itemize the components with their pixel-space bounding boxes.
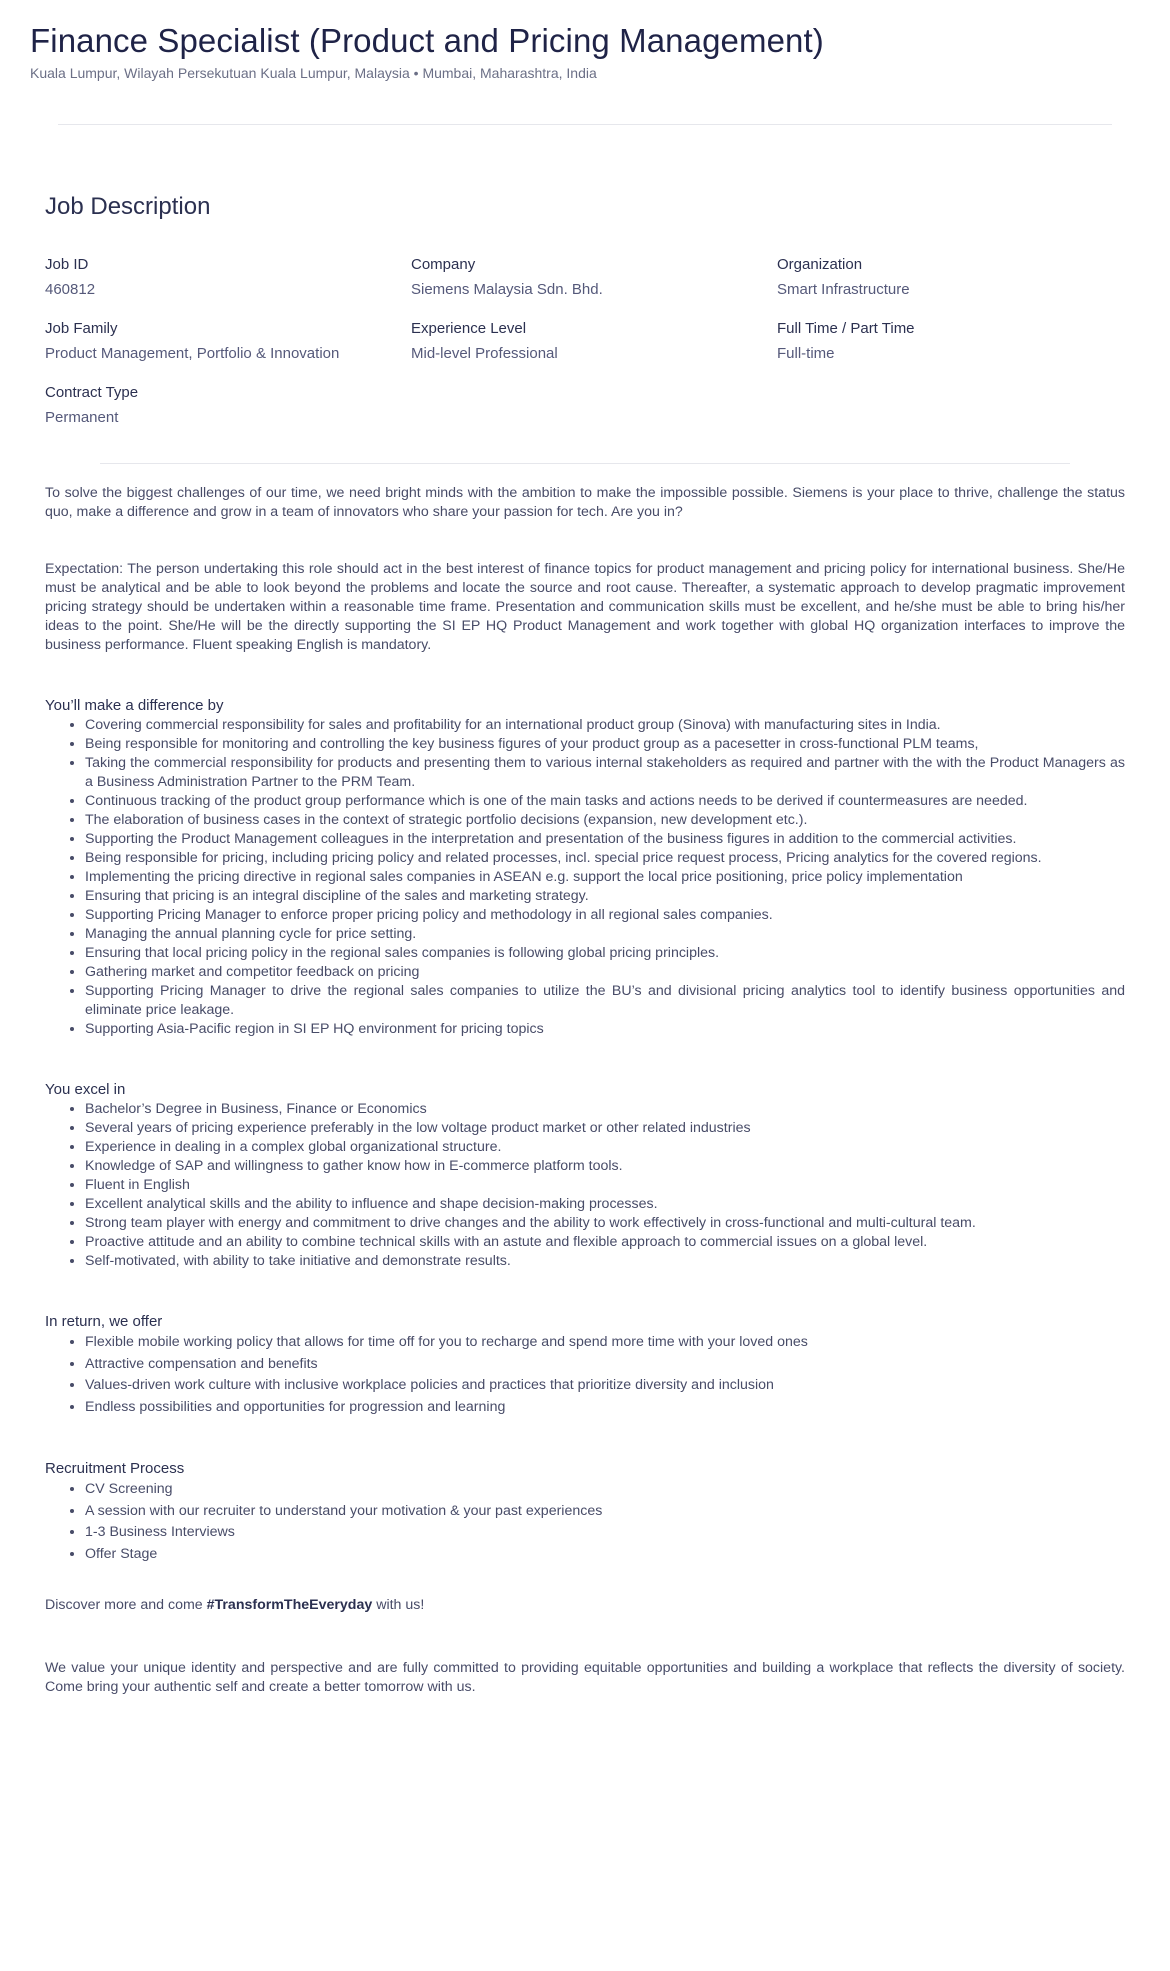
recruitment-section [45, 1459, 1125, 1565]
list-item: • Fluent in English [85, 1176, 1125, 1195]
info-job-id [45, 255, 411, 300]
info-contract-type [45, 383, 411, 428]
list-item: • A session with our recruiter to understand your motivation & your past experiences [85, 1501, 1125, 1523]
list-item: • Values-driven work culture with inclusive workplace policies and practices that prioritize diversity and inclusion [85, 1375, 1125, 1397]
discover-prefix: Discover more and come [45, 1597, 207, 1613]
info-organization [777, 255, 1143, 300]
list-item: • Ensuring that pricing is an integral discipline of the sales and marketing strategy. [85, 887, 1125, 906]
list-item: • The elaboration of business cases in the context of strategic portfolio decisions (expansion, new development etc.). [85, 811, 1125, 830]
job-content [0, 191, 1170, 1697]
list-item: • Experience in dealing in a complex global organizational structure. [85, 1138, 1125, 1157]
closing-paragraph: We value your unique identity and perspective and are fully committed to providing equitable opportunities and building a workplace that reflects the diversity of society. Come bring your authentic self and create a better tomorrow with us. [45, 1660, 1125, 1695]
info-value: Permanent [45, 409, 119, 426]
job-header [0, 0, 1170, 82]
info-value: 460812 [45, 281, 96, 298]
list-item: • Attractive compensation and benefits [85, 1354, 1125, 1376]
info-company [411, 255, 777, 300]
list-item: • Implementing the pricing directive in regional sales companies in ASEAN e.g. support the local price positioning, price policy implementation [85, 868, 1125, 887]
info-label: Job Family [45, 320, 118, 337]
list-item: • Supporting Pricing Manager to drive the regional sales companies to utilize the BU’s and divisional pricing analytics tool to identify business opportunities and eliminate price leakage. [85, 982, 1125, 1020]
info-label: Job ID [45, 256, 89, 273]
header-divider [58, 124, 1112, 125]
info-label: Organization [777, 256, 863, 273]
info-value: Siemens Malaysia Sdn. Bhd. [411, 281, 603, 298]
offer-list [45, 1332, 1125, 1418]
section-title: You excel in [45, 1081, 126, 1098]
list-item: • Proactive attitude and an ability to combine technical skills with an astute and flexible approach to commercial issues on a global level. [85, 1233, 1125, 1252]
excel-list [45, 1100, 1125, 1271]
list-item: • Supporting the Product Management colleagues in the interpretation and presentation of the business figures in addition to the commercial activities. [85, 830, 1125, 849]
list-item: • Supporting Asia-Pacific region in SI EP HQ environment for pricing topics [85, 1020, 1125, 1039]
list-item: • 1-3 Business Interviews [85, 1522, 1125, 1544]
list-item: • Flexible mobile working policy that allows for time off for you to recharge and spend more time with your loved ones [85, 1332, 1125, 1354]
discover-suffix: with us! [372, 1597, 425, 1613]
section-title: Recruitment Process [45, 1460, 185, 1477]
info-label: Contract Type [45, 384, 139, 401]
info-value: Product Management, Portfolio & Innovation [45, 345, 340, 362]
discover-line [45, 1596, 1125, 1615]
list-item: • CV Screening [85, 1479, 1125, 1501]
list-item: • Continuous tracking of the product group performance which is one of the main tasks and actions needs to be derived if countermeasures are needed. [85, 792, 1125, 811]
info-label: Company [411, 256, 476, 273]
intro-paragraph: To solve the biggest challenges of our time, we need bright minds with the ambition to make the impossible possible. Siemens is your place to thrive, challenge the status quo, make a difference and grow in a team of innovators who share your passion for tech. Are you in? [45, 485, 1125, 520]
info-value: Smart Infrastructure [777, 281, 910, 298]
difference-list [45, 716, 1125, 1039]
info-experience-level [411, 319, 777, 364]
excel-section [45, 1080, 1125, 1271]
list-item: • Covering commercial responsibility for sales and profitability for an international product group (Sinova) with manufacturing sites in India. [85, 716, 1125, 735]
info-employment-type [777, 319, 1143, 364]
section-title: In return, we offer [45, 1313, 163, 1330]
info-value: Full-time [777, 345, 835, 362]
job-description-heading: Job Description [45, 193, 211, 220]
list-item: • Managing the annual planning cycle for price setting. [85, 925, 1125, 944]
list-item: • Endless possibilities and opportunities for progression and learning [85, 1397, 1125, 1419]
offer-section [45, 1312, 1125, 1418]
list-item: • Offer Stage [85, 1544, 1125, 1566]
list-item: • Being responsible for pricing, including pricing policy and related processes, incl. special price request process, Pricing analytics for the covered regions. [85, 849, 1125, 868]
list-item: • Knowledge of SAP and willingness to gather know how in E-commerce platform tools. [85, 1157, 1125, 1176]
list-item: • Bachelor’s Degree in Business, Finance or Economics [85, 1100, 1125, 1119]
job-locations: Kuala Lumpur, Wilayah Persekutuan Kuala Lumpur, Malaysia • Mumbai, Maharashtra, India [30, 65, 597, 81]
list-item: • Supporting Pricing Manager to enforce proper pricing policy and methodology in all regional sales companies. [85, 906, 1125, 925]
info-job-family [45, 319, 411, 364]
expectation-paragraph: Expectation: The person undertaking this role should act in the best interest of finance topics for product management and pricing policy for international business. She/He must be analytical and be able to look beyond the problems and locate the source and root cause. Thereafter, a systematic approach to develop pragmatic improvement pricing strategy should be undertaken within a reasonable time frame. Presentation and communication skills must be excellent, and he/she must be able to bring his/her ideas to the point. She/He will be the directly supporting the SI EP HQ Product Management and work together with global HQ organization interfaces to improve the business performance. Fluent speaking English is mandatory. [45, 561, 1125, 653]
list-item: • Taking the commercial responsibility for products and presenting them to various internal stakeholders as required and partner with the with the Product Managers as a Business Administration Partner to the PRM Team. [85, 754, 1125, 792]
recruitment-list [45, 1479, 1125, 1565]
list-item: • Strong team player with energy and commitment to drive changes and the ability to work effectively in cross-functional and multi-cultural team. [85, 1214, 1125, 1233]
list-item: • Excellent analytical skills and the ability to influence and shape decision-making processes. [85, 1195, 1125, 1214]
info-value: Mid-level Professional [411, 345, 558, 362]
job-title: Finance Specialist (Product and Pricing Management) [30, 22, 824, 59]
section-title: You’ll make a difference by [45, 697, 224, 714]
list-item: • Several years of pricing experience preferably in the low voltage product market or other related industries [85, 1119, 1125, 1138]
hashtag: #TransformTheEveryday [206, 1597, 373, 1613]
job-info-grid [45, 255, 1125, 428]
section-divider [100, 463, 1070, 464]
list-item: • Ensuring that local pricing policy in the regional sales companies is following global pricing principles. [85, 944, 1125, 963]
info-label: Full Time / Part Time [777, 320, 915, 337]
list-item: • Being responsible for monitoring and controlling the key business figures of your product group as a pacesetter in cross-functional PLM teams, [85, 735, 1125, 754]
list-item: • Self-motivated, with ability to take initiative and demonstrate results. [85, 1252, 1125, 1271]
difference-section [45, 696, 1125, 1039]
list-item: • Gathering market and competitor feedback on pricing [85, 963, 1125, 982]
info-label: Experience Level [411, 320, 527, 337]
